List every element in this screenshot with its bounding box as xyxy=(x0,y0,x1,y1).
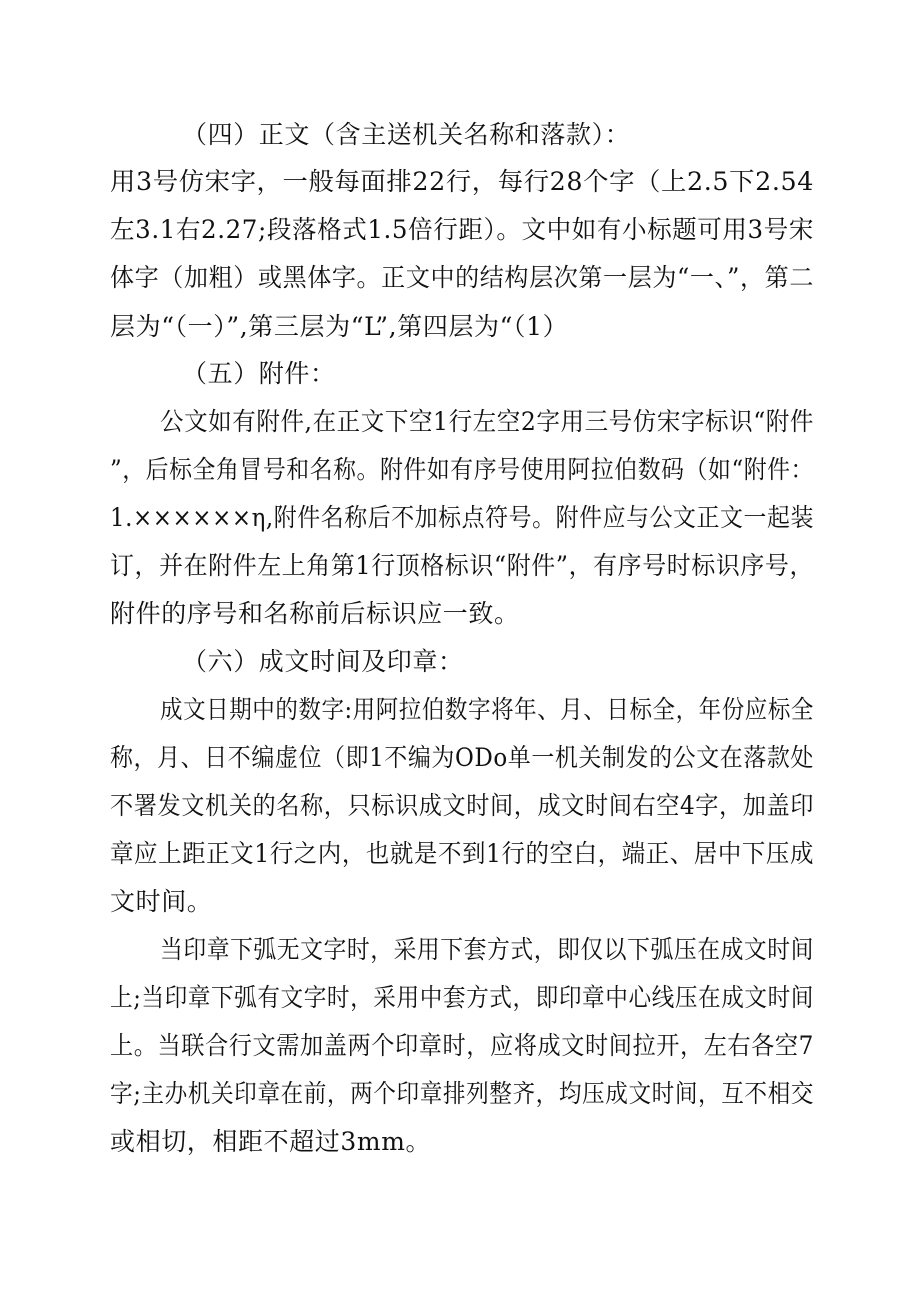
paragraph-line: 当印章下弧无文字时，采用下套方式，即仅以下弧压在成文时间 xyxy=(160,935,814,964)
paragraph-line: 称，月、日不编虚位（即1不编为ODo单一机关制发的公文在落款处 xyxy=(110,743,814,772)
paragraph-line: 上;当印章下弧有文字时，采用中套方式，即印章中心线压在成文时间 xyxy=(110,983,814,1012)
paragraph-line: 体字（加粗）或黑体字。正文中的结构层次第一层为“一、”，第二 xyxy=(110,263,814,292)
heading-body-text: （四）正文（含主送机关名称和落款）： xyxy=(182,120,631,149)
paragraph-line: ”，后标全角冒号和名称。附件如有序号使用阿拉伯数码（如“附件： xyxy=(110,455,814,484)
paragraph-line: 1.××××××η,附件名称后不加标点符号。附件应与公文正文一起装 xyxy=(110,503,814,532)
paragraph-line: 公文如有附件,在正文下空1行左空2字用三号仿宋字标识“附件 xyxy=(160,407,814,436)
heading-attachment: （五）附件： xyxy=(182,359,336,388)
paragraph-line: 层为“（一）”,第三层为“L”,第四层为“（1） xyxy=(110,312,569,341)
paragraph-line: 左3.1右2.27;段落格式1.5倍行距）。文中如有小标题可用3号宋 xyxy=(110,215,814,244)
paragraph-line: 附件的序号和名称前后标识应一致。 xyxy=(110,599,520,628)
paragraph-line: 上。当联合行文需加盖两个印章时，应将成文时间拉开，左右各空7 xyxy=(110,1031,814,1060)
heading-date-seal: （六）成文时间及印章： xyxy=(182,647,464,676)
paragraph-line: 章应上距正文1行之内，也就是不到1行的空白，端正、居中下压成 xyxy=(110,839,814,868)
paragraph-line: 用3号仿宋字，一般每面排22行，每行28个字（上2.5下2.54 xyxy=(110,167,814,196)
paragraph-line: 成文日期中的数字:用阿拉伯数字将年、月、日标全，年份应标全 xyxy=(160,695,814,724)
paragraph-line: 或相切，相距不超过3mm。 xyxy=(110,1127,432,1156)
paragraph-line: 订，并在附件左上角第1行顶格标识“附件”，有序号时标识序号， xyxy=(110,551,814,580)
paragraph-line: 文时间。 xyxy=(110,887,213,916)
paragraph-line: 字;主办机关印章在前，两个印章排列整齐，均压成文时间，互不相交 xyxy=(110,1079,814,1108)
paragraph-line: 不署发文机关的名称，只标识成文时间，成文时间右空4字，加盖印 xyxy=(110,791,814,820)
